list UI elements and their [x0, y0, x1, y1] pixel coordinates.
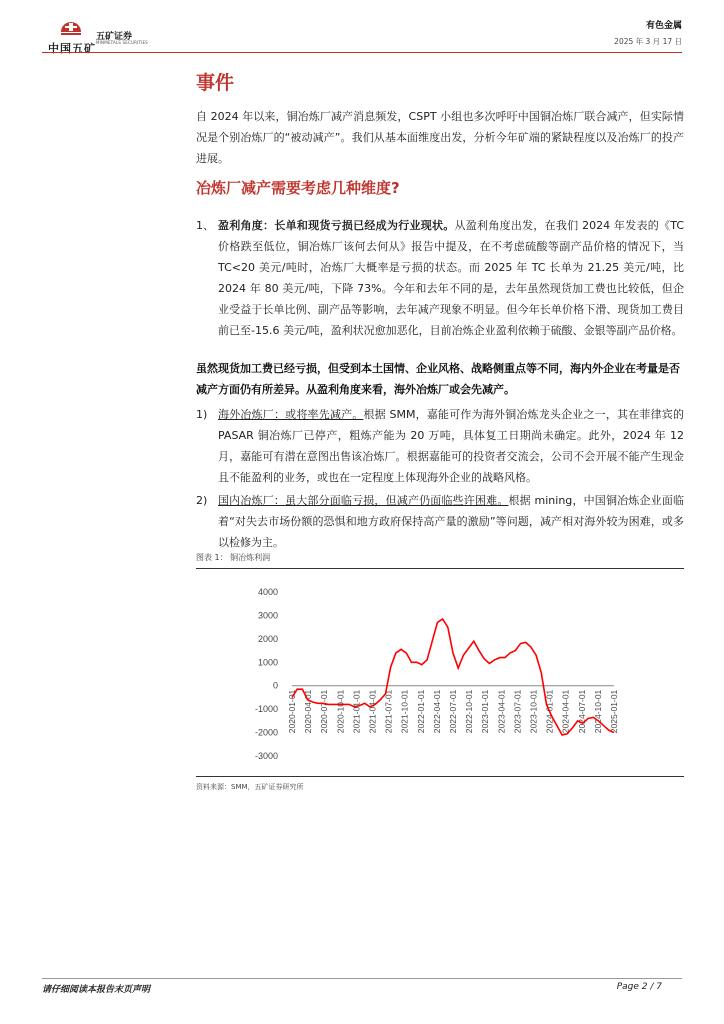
x-tick-label: 2024-07-01 — [576, 689, 587, 734]
x-tick-label: 2023-01-01 — [480, 689, 491, 734]
list-number: 1) — [196, 408, 208, 421]
header-divider — [42, 52, 682, 53]
y-tick-label: 4000 — [257, 587, 278, 597]
list-item-lead: 海外冶炼厂：或将率先减产。 — [218, 408, 364, 421]
x-tick-label: 2020-04-01 — [303, 689, 314, 734]
x-tick-label: 2022-04-01 — [431, 689, 442, 734]
x-tick-label: 2024-10-01 — [592, 689, 603, 734]
list-item-body — [218, 490, 684, 553]
list-item-text: 根据 mining，中国铜冶炼企业面临着“对失去市场份额的恐惧和地方政府保持高产量的激励”等问题，减产相对海外较为困难，或多以检修为主。 — [218, 494, 684, 549]
x-tick-label: 2021-10-01 — [399, 689, 410, 734]
list-item-body — [218, 215, 684, 341]
company-logo-icon — [58, 18, 84, 42]
figure-source: 资料来源：SMM，五矿证券研究所 — [196, 783, 304, 791]
x-tick-label: 2021-04-01 — [367, 689, 378, 734]
list-item-body — [218, 404, 684, 488]
x-tick-label: 2023-10-01 — [528, 689, 539, 734]
x-tick-label: 2023-04-01 — [496, 689, 507, 734]
x-tick-label: 2022-01-01 — [415, 689, 426, 734]
figure-bottom-rule — [196, 776, 684, 777]
x-tick-label: 2024-04-01 — [560, 689, 571, 734]
x-tick-label: 2020-07-01 — [319, 689, 330, 734]
y-tick-label: -1000 — [254, 704, 278, 715]
x-tick-label: 2020-10-01 — [335, 689, 346, 734]
y-axis — [255, 587, 278, 761]
report-date: 2025 年 3 月 17 日 — [614, 37, 682, 46]
footer-disclaimer: 请仔细阅读本报告末页声明 — [42, 985, 151, 995]
x-tick-label: 2021-01-01 — [351, 689, 362, 734]
y-tick-label: 3000 — [257, 610, 278, 621]
y-tick-label: -3000 — [254, 751, 278, 761]
smelting-profit-chart — [196, 572, 684, 772]
list-item-text: 从盈利角度出发，在我们 2024 年发表的《TC 价格跌至低位，铜冶炼厂该何去何从》报告中提及，在不考虑硫酸等副产品价格的情况下，当 TC<20 美元/吨时，冶炼厂大概率是亏损的状态。而 2025 年 TC 长单为 21.25 美元/吨，比 2024 年 80 美元/吨，下降 73%。今年和去年不同的是，去年虽然现货加工费也比较低，但企业受益于长单比例、副产品等影响，去年减产现象不明显。但今年长单价格下滑、现货加工费目前已至-15.6 美元/吨，盈利状况愈加恶化，目前冶炼企业盈利依赖于硫酸、金银等副产品价格。 — [218, 219, 685, 337]
y-tick-label: 0 — [272, 680, 278, 691]
event-paragraph: 自 2024 年以来，铜冶炼厂减产消息频发，CSPT 小组也多次呼吁中国铜冶炼厂联合减产，但实际情况是个别冶炼厂的“被动减产”。我们从基本面维度出发，分析今年矿端的紧缺程度以及冶炼厂的投产进展。 — [196, 110, 684, 165]
x-tick-label: 2024-01-01 — [544, 689, 555, 734]
figure-top-rule — [196, 568, 684, 569]
page-number: Page 2 / 7 — [616, 982, 662, 992]
x-tick-label: 2021-07-01 — [383, 689, 394, 734]
list-number: 1、 — [196, 219, 214, 232]
logo-securities-name: 五矿证券 — [96, 32, 133, 42]
x-tick-label: 2022-07-01 — [448, 689, 458, 734]
x-axis — [287, 689, 619, 733]
list-number: 2) — [196, 494, 208, 507]
list-item-lead: 盈利角度：长单和现货亏损已经成为行业现状。 — [218, 219, 455, 232]
x-tick-label: 2023-07-01 — [512, 689, 523, 734]
footer-divider — [42, 978, 682, 979]
report-sector: 有色金属 — [645, 21, 682, 31]
x-tick-label: 2020-01-01 — [287, 689, 297, 734]
list-item-text: 根据 SMM，嘉能可作为海外铜冶炼龙头企业之一，其在菲律宾的 PASAR 铜冶炼厂已停产，粗炼产能为 20 万吨，具体复工日期尚未确定。此外，2024 年 12 月，嘉能可有潜在意图出售该冶炼厂。根据嘉能可的投资者交流会，公司不会开展不能产生现金且不能盈利的业务，或也在一定程度上体现海外企业的战略风格。 — [218, 408, 684, 484]
section-heading-dimensions: 冶炼厂减产需要考虑几种维度? — [196, 179, 400, 197]
section-heading-event: 事件 — [196, 72, 235, 94]
logo-english-name: MINMETALS SECURITIES — [96, 40, 148, 45]
y-tick-label: -2000 — [254, 727, 278, 738]
list-item-lead: 国内冶炼厂：虽大部分面临亏损，但减产仍面临些许困难。 — [218, 494, 509, 507]
y-tick-label: 1000 — [257, 657, 278, 668]
figure-caption: 图表 1： 铜冶炼利润 — [196, 553, 271, 562]
summary-bold-paragraph: 虽然现货加工费已经亏损，但受到本土国情、企业风格、战略侧重点等不同，海内外企业在考量是否减产方面仍有所差异。从盈利角度来看，海外冶炼厂或会先减产。 — [196, 362, 680, 396]
y-tick-label: 2000 — [257, 633, 278, 644]
x-tick-label: 2022-10-01 — [464, 689, 475, 734]
x-tick-label: 2025-01-01 — [609, 689, 619, 734]
logo-company-name: 中国五矿 — [48, 42, 96, 55]
